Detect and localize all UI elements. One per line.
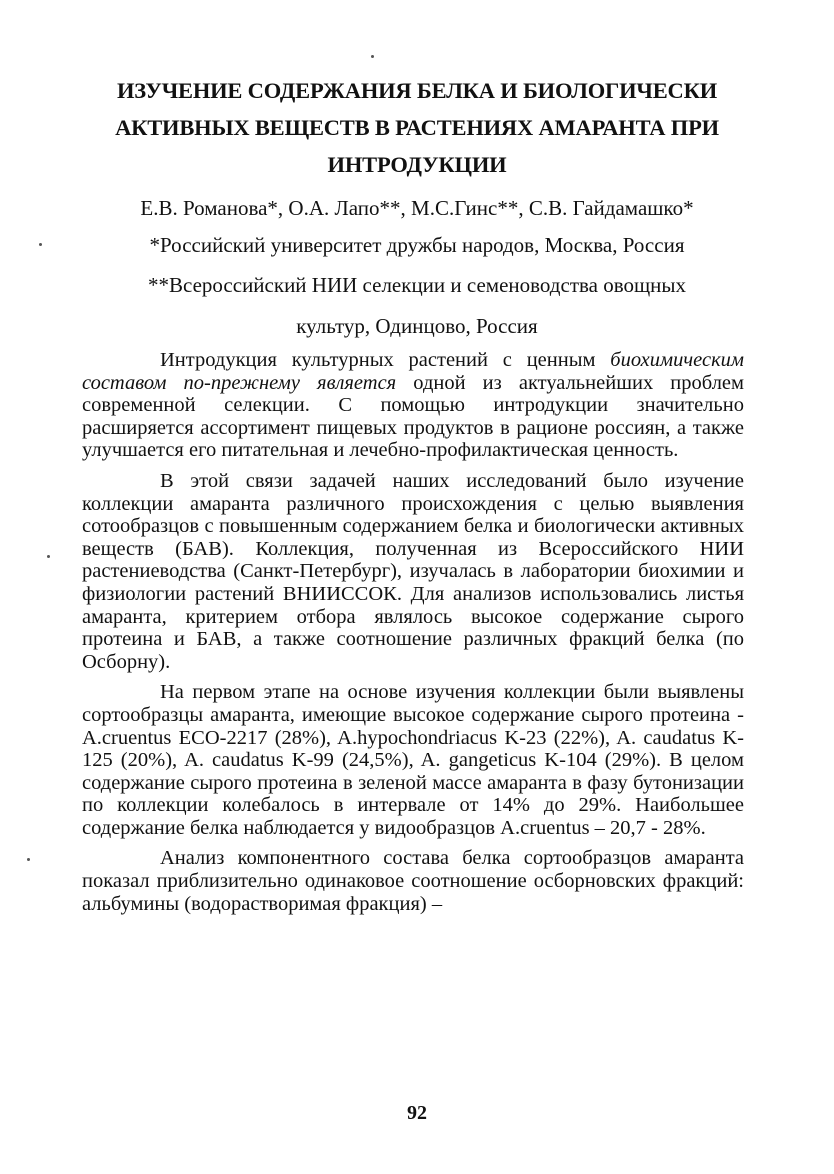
scan-speck bbox=[47, 555, 50, 558]
affiliation-1: *Российский университет дружбы народов, Москва, Россия bbox=[149, 233, 685, 257]
scan-speck bbox=[27, 858, 30, 861]
paragraph-4: Анализ компонентного состава белка сортообразцов амаранта показал приблизительно одинаковое соотношение осборновских фракций: альбумины (водорастворимая фракция) – bbox=[82, 847, 744, 915]
affiliation-2-continued: культур, Одинцово, Россия bbox=[296, 314, 538, 338]
paragraph-1-start: Интродукция культурных растений с ценным bbox=[160, 349, 611, 371]
authors: Е.В. Романова*, О.А. Лапо**, М.С.Гинс**, С.В. Гайдамашко* bbox=[140, 196, 694, 220]
title-line-2: АКТИВНЫХ ВЕЩЕСТВ В РАСТЕНИЯХ АМАРАНТА ПРИ bbox=[115, 115, 719, 140]
page-number: 92 bbox=[407, 1102, 427, 1124]
affiliation-2: **Всероссийский НИИ селекции и семеноводства овощных bbox=[148, 273, 686, 297]
paragraph-3: На первом этапе на основе изучения коллекции были выявлены сортообразцы амаранта, имеющие высокое содержание сырого протеина - A.cruentus ECO-2217 (28%), A.hypochondriacus K-23 (22%), A. caudatus K-125 (20%), A. caudatus K-99 (24,5%), A. gangeticus K-104 (29%). В целом содержание сырого протеина в зеленой массе амаранта в фазу бутонизации по коллекции колебалось в интервале от 14% до 29%. Наибольшее содержание белка наблюдается у видообразцов A.cruentus – 20,7 - 28%. bbox=[82, 681, 744, 839]
paragraph-1-end: одной из актуальнейших проблем современной селекции. С помощью интродукции значительно расширяется ассортимент пищевых продуктов в рационе россиян, а также улучшается его питательная и лечебно-профилактическая ценность. bbox=[82, 371, 744, 462]
title-line-3: ИНТРОДУКЦИИ bbox=[327, 152, 507, 177]
paper-title bbox=[60, 72, 774, 183]
paragraph-1 bbox=[82, 349, 744, 462]
scan-speck bbox=[371, 55, 374, 58]
body-text bbox=[82, 349, 744, 915]
paragraph-2: В этой связи задачей наших исследований было изучение коллекции амаранта различного происхождения с целью выявления сотообразцов с повышенным содержанием белка и биологически активных веществ (БАВ). Коллекция, полученная из Всероссийского НИИ растениеводства (Санкт-Петербург), изучалась в лаборатории биохимии и физиологии растений ВНИИССОК. Для анализов использовались листья амаранта, критерием отбора являлось высокое содержание сырого протеина и БАВ, а также соотношение различных фракций белка (по Осборну). bbox=[82, 469, 744, 673]
scan-speck bbox=[39, 243, 42, 246]
title-line-1: ИЗУЧЕНИЕ СОДЕРЖАНИЯ БЕЛКА И БИОЛОГИЧЕСКИ bbox=[116, 78, 718, 103]
paragraph-1-italic: биохимическим составом по-прежнему является bbox=[82, 349, 744, 394]
